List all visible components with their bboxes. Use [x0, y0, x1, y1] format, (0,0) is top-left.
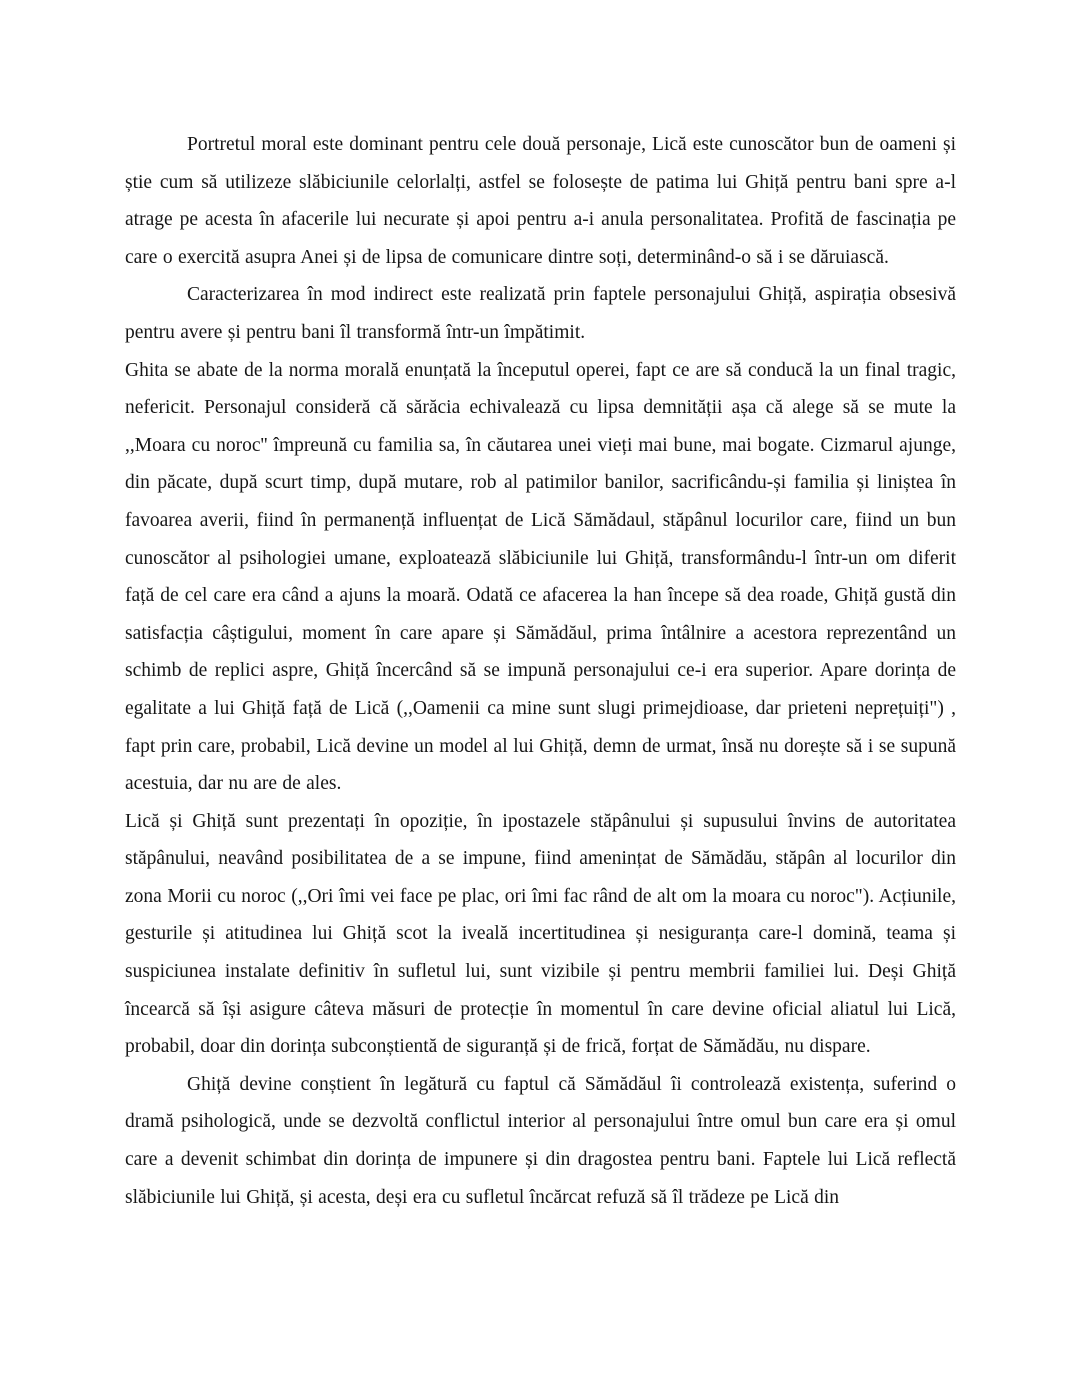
paragraph-ghita-constient: Ghiță devine conștient în legătură cu faptul că Sămădăul îi controlează existența, suferind o dramă psihologică, unde se dezvoltă conflictul interior al personajului între omul bun care era și omul care a devenit schimbat din dorința de impunere și din dragostea pentru bani. Faptele lui Lică reflectă slăbiciunile lui Ghiță, și acesta, deși era cu sufletul încărcat refuză să îl trădeze pe Lică din	[125, 1073, 956, 1208]
paragraph-portret-moral: Portretul moral este dominant pentru cele două personaje, Lică este cunoscător bun de oameni și știe cum să utilizeze slăbiciunile celorlalți, astfel se folosește de patima lui Ghiță pentru bani spre a-l atrage pe acesta în afacerile lui necurate și apoi pentru a-i anula personalitatea. Profită de fascinația pe care o exercită asupra Anei și de lipsa de comunicare dintre soți, determinând-o să i se dăruiască.	[125, 134, 956, 268]
paragraph-lica-ghita-opozitie: Lică și Ghiță sunt prezentați în opoziție, în ipostazele stăpânului și supusului învins de autoritatea stăpânului, neavând posibilitatea de a se impune, fiind amenințat de Sămădău, stăpân al locurilor din zona Morii cu noroc (,,Ori îmi vei face pe plac, ori îmi fac rând de alt om la moara cu noroc"). Acțiunile, gesturile și atitudinea lui Ghiță scot la iveală incertitudinea și nesiguranța care-l domină, teama și suspiciunea instalate definitiv în sufletul lui, sunt vizibile și pentru membrii familiei lui. Deși Ghiță încearcă să își asigure câteva măsuri de protecție în momentul în care devine oficial aliatul lui Lică, probabil, doar din dorința subconștientă de siguranță și de frică, forțat de Sămădău, nu dispare.	[125, 810, 956, 1058]
paragraph-ghita-norma-morala: Ghita se abate de la norma morală enunțată la începutul operei, fapt ce are să conducă la un final tragic, nefericit. Personajul consideră că sărăcia echivalează cu lipsa demnității așa că alege să se mute la ,,Moara cu noroc'' împreună cu familia sa, în căutarea unei vieți mai bune, mai bogate. Cizmarul ajunge, din păcate, după scurt timp, după mutare, rob al patimilor banilor, sacrificându-și familia și liniștea în favoarea averii, fiind în permanență influențat de Lică Sămădaul, stăpânul locurilor care, fiind un bun cunoscător al psihologiei umane, exploatează slăbiciunile lui Ghiță, transformându-l într-un om diferit față de cel care era când a ajuns la moară. Odată ce afacerea la han începe să dea roade, Ghiță gustă din satisfacția câștigului, moment în care apare și Sămădăul, prima întâlnire a acestora reprezentând un schimb de replici aspre, Ghiță încercând să se impună personajului ce-i era superior. Apare dorința de egalitate a lui Ghiță față de Lică (,,Oamenii ca mine sunt slugi primejdioase, dar prieteni neprețuiți") , fapt prin care, probabil, Lică devine un model al lui Ghiță, demn de urmat, însă nu dorește să i se supună acestuia, dar nu are de ales.	[125, 359, 956, 795]
paragraph-caracterizare-indirecta: Caracterizarea în mod indirect este realizată prin faptele personajului Ghiță, aspirația obsesivă pentru avere și pentru bani îl transformă într-un împătimit.	[125, 284, 956, 343]
